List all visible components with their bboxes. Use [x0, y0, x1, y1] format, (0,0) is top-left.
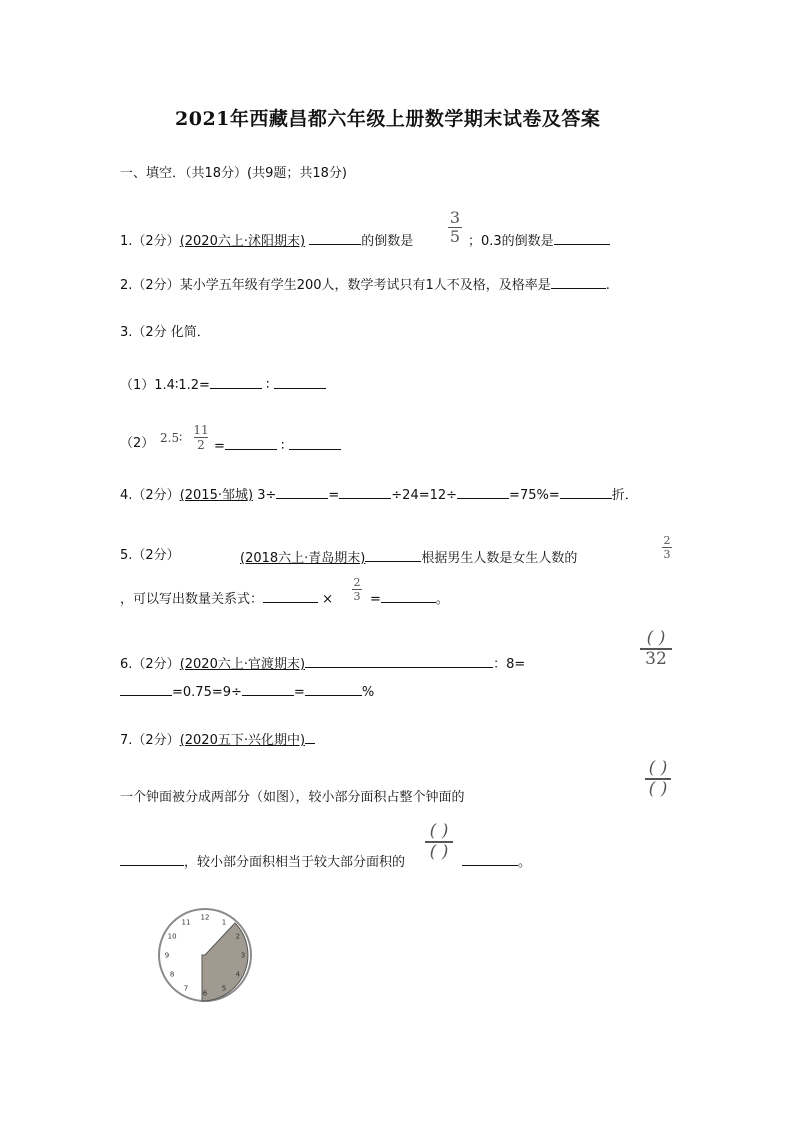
q6-blank-src	[305, 655, 415, 668]
q6-source-link[interactable]: (2020六上·官渡期末)	[179, 657, 306, 672]
page-title: 2021年西藏昌都六年级上册数学期末试卷及答案	[175, 108, 601, 130]
q7-number: 7.（2分）	[120, 733, 180, 748]
q5-line-2: ，可以写出数量关系式： ×	[120, 592, 334, 607]
q2-text-2: .	[605, 278, 610, 293]
q6-fraction: ( ) 32	[640, 630, 672, 668]
q3-fraction: 11 2	[193, 423, 209, 452]
q5-blank-2[interactable]	[381, 590, 436, 603]
q5-number: 5.（2分）	[120, 548, 180, 563]
q4-blank-1[interactable]	[276, 486, 328, 499]
q1-answer-blank-2[interactable]	[554, 232, 610, 245]
question-6: 6.（2分）(2020六上·官渡期末) ：8=	[120, 657, 526, 672]
q5-line-2-tail: = 。	[370, 592, 449, 607]
q4-source-link[interactable]: (2015·邹城)	[179, 488, 254, 503]
q7-blank-2[interactable]	[462, 853, 518, 866]
q7-text-1: 一个钟面被分成两部分（如图），较小部分面积占整个钟面的	[120, 790, 465, 805]
q3-part-1-text: （1）1.4∶1.2=	[120, 378, 210, 393]
q4-blank-3[interactable]	[457, 486, 509, 499]
q1-answer-blank-1[interactable]	[309, 232, 361, 245]
q1-text-2: ；0.3的倒数是	[468, 234, 554, 249]
q2-answer-blank[interactable]	[551, 276, 606, 289]
clock-numeral: 7	[183, 984, 189, 993]
q5-blank-src	[365, 549, 421, 562]
q3-colon-1: ∶	[266, 378, 270, 393]
clock-numeral: 1	[221, 918, 227, 927]
q3-part-1-blank-2[interactable]	[274, 376, 326, 389]
q3-part-1	[120, 376, 326, 392]
q3-part-2-label: （2）	[120, 436, 155, 451]
q5-source-link[interactable]: (2018六上·青岛期末)	[240, 551, 366, 566]
q7-fraction-2: ( ) ( )	[425, 823, 453, 861]
question-3: 3.（2分 化简．	[120, 325, 210, 340]
q7-fraction-1: ( ) ( )	[645, 760, 671, 798]
q3-part-2-expression: 2.5∶	[160, 431, 183, 445]
section-heading: 一、填空．（共18分）(共9题；共18分)	[120, 166, 347, 181]
q1-text-1: 的倒数是	[361, 234, 414, 249]
clock-numeral: 10	[167, 932, 177, 941]
q4-blank-2[interactable]	[339, 486, 391, 499]
q1-number: 1.（2分）	[120, 234, 180, 249]
question-2	[120, 276, 610, 292]
q7-source-link[interactable]: (2020五下·兴化期中)	[179, 733, 306, 748]
q7-line-2-tail: 。	[462, 853, 531, 869]
question-4: 4.（2分）(2015·邹城) 3÷ = ÷24=12÷ =75%= 折．	[120, 488, 638, 503]
q7-blank-1[interactable]	[120, 853, 184, 866]
q5-blank-1[interactable]	[263, 590, 318, 603]
clock-numeral: 9	[164, 951, 170, 960]
question-5: (2018六上·青岛期末) 根据男生人数是女生人数的	[240, 551, 578, 566]
q5-fraction-2: 2 3	[353, 576, 361, 603]
q3-part-2-blank-1[interactable]	[225, 437, 277, 450]
clock-figure	[150, 905, 260, 1005]
q5-fraction-1: 2 3	[663, 534, 671, 561]
q3-part-2-tail: = ∶	[214, 437, 341, 453]
q6-blank-4[interactable]	[305, 683, 362, 696]
q3-part-2-blank-2[interactable]	[289, 437, 341, 450]
q6-blank-1[interactable]	[415, 655, 493, 668]
question-1	[120, 232, 413, 248]
question-1-tail	[468, 232, 610, 248]
q7-blank-src	[305, 731, 315, 744]
clock-numeral: 6	[202, 989, 208, 998]
q3-colon-2: ∶	[281, 439, 285, 454]
q1-source-link[interactable]: (2020六上·沭阳期末)	[179, 234, 306, 249]
q4-number: 4.（2分）	[120, 488, 180, 503]
q6-blank-2[interactable]	[120, 683, 172, 696]
q6-line-2: =0.75=9÷ = %	[120, 683, 374, 699]
q1-fraction: 3 5	[449, 208, 461, 246]
clock-numeral: 8	[169, 970, 175, 979]
clock-numeral: 2	[235, 932, 241, 941]
q7-line-2: ，较小部分面积相当于较大部分面积的	[120, 853, 405, 869]
q2-text-1: 某小学五年级有学生200人，数学考试只有1人不及格，及格率是	[179, 278, 551, 293]
q6-number: 6.（2分）	[120, 657, 180, 672]
question-7	[120, 731, 315, 747]
clock-numeral: 3	[240, 951, 246, 960]
q6-blank-3[interactable]	[242, 683, 294, 696]
clock-numeral: 4	[235, 970, 241, 979]
q4-blank-4[interactable]	[560, 486, 612, 499]
clock-numeral: 11	[181, 918, 191, 927]
clock-numeral: 12	[200, 913, 210, 922]
q2-number: 2.（2分）	[120, 278, 180, 293]
clock-numeral: 5	[221, 984, 227, 993]
q3-part-1-blank-1[interactable]	[210, 376, 262, 389]
